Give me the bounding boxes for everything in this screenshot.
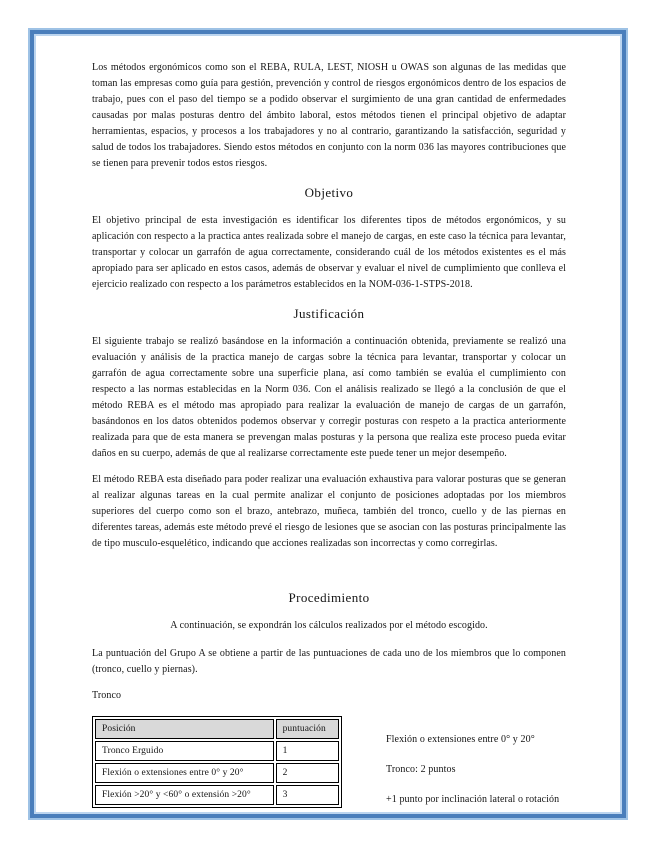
table-cell-position: Flexión >20° y <60° o extensión >20° <box>95 785 274 805</box>
table-row <box>95 741 339 761</box>
table-row <box>95 763 339 783</box>
table-cell-score: 1 <box>276 741 339 761</box>
objetivo-paragraph: El objetivo principal de esta investigación es identificar los diferentes tipos de métodos ergonómicos, y su aplicación con respecto a la practica antes realizada sobre el manejo de cargas, en este caso la técnica para levantar, transportar y colocar un garrafón de agua correctamente, considerando cuál de los métodos existentes es el más apropiado para ser aplicado en estos casos, además de observar y evaluar el nivel de cumplimiento que conlleva el ejercicio realizado con respecto a los parámetros establecidos en la NOM-036-1-STPS-2018. <box>92 215 566 290</box>
tronco-table-block <box>92 716 566 822</box>
table-row <box>95 785 339 805</box>
table-cell-position: Tronco Erguido <box>95 741 274 761</box>
justificacion-heading: Justificación <box>293 306 365 321</box>
table-header-puntuacion: puntuación <box>276 719 339 739</box>
tronco-section-label: Tronco <box>92 690 122 701</box>
tronco-note-puntos: Tronco: 2 puntos <box>386 764 456 775</box>
table-header-row <box>95 719 339 739</box>
tronco-note-inclinacion: +1 punto por inclinación lateral o rotación <box>386 794 560 805</box>
intro-paragraph: Los métodos ergonómicos como son el REBA, RULA, LEST, NIOSH u OWAS son algunas de las medidas que toman las empresas como guía para gestión, prevención y control de riesgos ergonómicos dentro de los espacios de trabajo, pues con el paso del tiempo se a podido observar el surgimiento de una gran cantidad de enfermedades causadas por malas posturas dentro del ámbito laboral, estos métodos tienen el principal objetivo de adaptar herramientas, espacios, y procesos a los trabajadores y no al contrario, garantizando la satisfacción, seguridad y salud de todos los trabajadores. Siendo estos métodos en conjunto con la norm 036 las mayores contribuciones que se tienen para prevenir todos estos riesgos. <box>92 62 566 169</box>
justificacion-paragraph-2: El método REBA esta diseñado para poder realizar una evaluación exhaustiva para valorar posturas que se generan al realizar algunas tareas en la cual permite analizar el conjunto de posiciones adoptadas por los miembros superiores del cuerpo como son el brazo, antebrazo, muñeca, también del tronco, cuello y de las piernas en diferentes tareas, además este método prevé el riesgo de lesiones que se asocian con las posturas principalmente las de tipo musculo-esquelético, indicando que acciones realizadas son incorrectas y como corregirlas. <box>92 474 566 549</box>
tronco-score-table <box>92 716 342 808</box>
table-cell-score: 2 <box>276 763 339 783</box>
document-content <box>92 60 566 822</box>
grupo-a-paragraph: La puntuación del Grupo A se obtiene a partir de las puntuaciones de cada uno de los miembros que lo componen (tronco, cuello y piernas). <box>92 648 566 675</box>
table-cell-position: Flexión o extensiones entre 0° y 20° <box>95 763 274 783</box>
tronco-note-flexion: Flexión o extensiones entre 0° y 20° <box>386 734 535 745</box>
justificacion-paragraph-1: El siguiente trabajo se realizó basándose en la información a continuación obtenida, previamente se realizó una evaluación y análisis de la practica manejo de cargas sobre la técnica para levantar, transportar y colocar un garrafón de agua correctamente sobre una superficie plana, así como también se evalúa el cumplimiento con respecto a las normas establecidas en la Norm 036. Con el análisis realizado se llegó a la conclusión de que el método REBA es el método mas apropiado para realizar la evaluación de manejo de cargas de un garrafón, basándonos en los datos obtenidos podemos observar y corregir posturas con respeto a la practica anteriormente realizada para que de esta manera se prevengan malas posturas y la persona que realiza este proceso pueda evitar daños en su cuerpo, además de que al realizarse correctamente este puede tener un mejor desempeño. <box>92 336 566 459</box>
objetivo-heading: Objetivo <box>304 185 354 200</box>
table-header-posicion: Posición <box>95 719 274 739</box>
tronco-notes <box>386 732 559 822</box>
procedimiento-heading: Procedimiento <box>288 590 370 605</box>
table-cell-score: 3 <box>276 785 339 805</box>
procedimiento-intro-line: A continuación, se expondrán los cálculos realizados por el método escogido. <box>170 620 488 631</box>
